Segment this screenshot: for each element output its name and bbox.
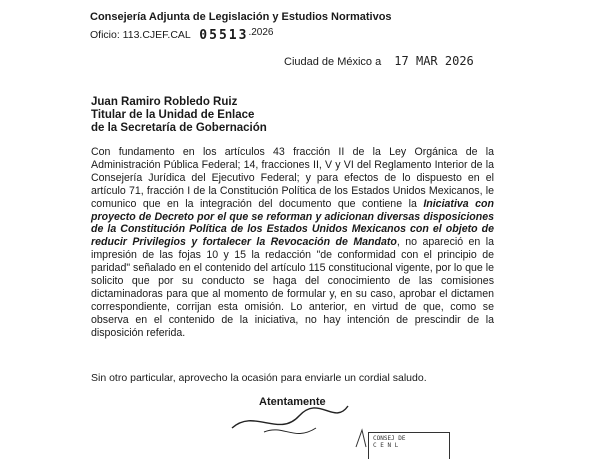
recipient-position-line2: de la Secretaría de Gobernación [91,122,267,134]
oficio-number: 05513 [199,28,249,43]
closing-line: Sin otro particular, aprovecho la ocasión para enviarle un cordial saludo. [91,372,427,384]
department-heading: Consejería Adjunta de Legislación y Estudios Normativos [90,11,392,23]
body-part2: , no apareció en la impresión de las fojas 10 y 15 la redacción "de conformidad con el principio de paridad" señalado en el contenido del artículo 115 constitucional vigente, por lo que le solicito que por su conducto se haga del conocimiento de las comisiones dictaminadoras para que al momento de formular y, en su caso, aprobar el dictamen correspondiente, corrijan esta omisión. Lo anterior, en virtud de que, como se observa en el contenido de la iniciativa, no hay intención de prescindir de la disposición referida. [91,236,494,339]
stamp-line2: C E N L [373,442,399,449]
signature-label: Atentamente [259,396,326,408]
stamp-line1: CONSEJ DE [373,435,406,442]
body-part1: Con fundamento en los artículos 43 fracción II de la Ley Orgánica de la Administración Pública Federal; 14, fracciones II, V y VI del Reglamento Interior de la Consejería Jurídica del Ejecutivo Federal; y para efectos de lo dispuesto en el artículo 71, fracción I de la Constitución Política de los Estados Unidos Mexicanos, le comunico que en la integración del documento que contiene la [91,146,494,210]
place-text: Ciudad de México a [284,56,382,68]
place-and-date [284,54,474,68]
recipient-block [91,96,267,135]
reception-stamp [368,432,450,459]
letter-body [91,146,494,340]
recipient-name: Juan Ramiro Robledo Ruiz [91,96,238,108]
oficio-year: .2026 [248,27,274,38]
body-initiative-title: Iniciativa con proyecto de Decreto por el que se reforman y adicionan diversas disposiciones de la Constitución Política de los Estados Unidos Mexicanos con el objeto de reducir Privilegios y fortalecer la Revocación de Mandato [91,197,494,249]
oficio-prefix: Oficio: 113.CJEF.CAL [90,29,191,41]
date-stamp: 17 MAR 2026 [394,54,474,68]
recipient-position-line1: Titular de la Unidad de Enlace [91,109,255,121]
oficio-reference [90,27,273,42]
